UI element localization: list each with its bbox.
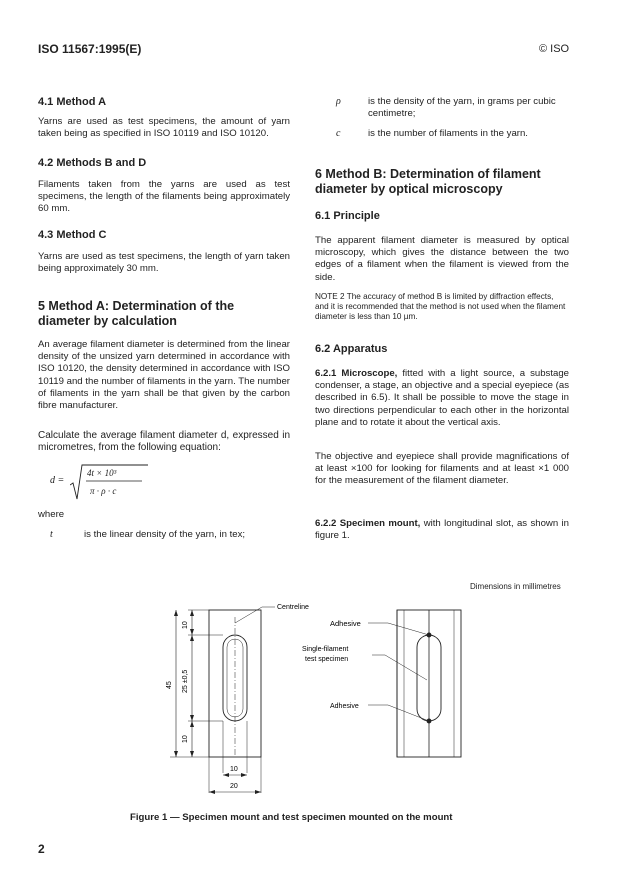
section-6-2-2-title: 6.2.2 Specimen mount, bbox=[315, 518, 421, 529]
figure-1-drawing bbox=[0, 595, 626, 805]
centreline-label: Centreline bbox=[277, 604, 309, 611]
dim-25-label: 25 ±0,5 bbox=[182, 669, 189, 693]
section-6-2-1-paragraph-2: The objective and eyepiece shall provide magnifications of at least ×100 for looking for filaments and at least ×1 000 for the measurement of the filament diameter. bbox=[315, 451, 569, 487]
section-6-2-1-title: 6.2.1 Microscope, bbox=[315, 368, 398, 379]
symbol-t: t bbox=[50, 529, 53, 540]
centreline-leader bbox=[235, 607, 275, 623]
section-6-2-2-body: with longitudinal slot, as shown in figure 1. bbox=[315, 518, 569, 542]
symbol-t-definition: is the linear density of the yarn, in tex; bbox=[84, 529, 246, 540]
section-4-3-text: Yarns are used as test specimens, the length of yarn taken being approximately 30 mm. bbox=[38, 251, 290, 275]
symbol-rho-definition: is the density of the yarn, in grams per cubic centimetre; bbox=[368, 96, 556, 120]
section-6-title: 6 Method B: Determination of filament diameter by optical microscopy bbox=[315, 167, 541, 196]
section-5-paragraph-2: Calculate the average filament diameter d, expressed in micrometres, from the following equation: bbox=[38, 430, 290, 454]
section-4-1-title: 4.1 Method A bbox=[38, 96, 107, 108]
single-filament-label-1: Single-filament bbox=[302, 646, 349, 653]
section-6-2-title: 6.2 Apparatus bbox=[315, 343, 388, 355]
section-4-2-text: Filaments taken from the yarns are used as test specimens, the length of the filaments being approximately 60 mm. bbox=[38, 179, 290, 215]
diameter-equation bbox=[50, 463, 190, 503]
page-number: 2 bbox=[38, 842, 45, 856]
section-5-title: 5 Method A: Determination of the diameter by calculation bbox=[38, 299, 235, 328]
equation-lhs: d = bbox=[50, 475, 65, 486]
dim-20-width-label: 20 bbox=[230, 783, 238, 790]
section-6-2-1-body: fitted with a light source, a substage condenser, a stage, an objective and a special eyepiece (as described in 6.5). It shall be possible to move the stage in two directions perpendicular to each other in the horizontal plane and to rotate it about the vertical axis. bbox=[315, 368, 570, 428]
section-6-2-1-text bbox=[315, 368, 569, 429]
figure-1-caption: Figure 1 — Specimen mount and test specimen mounted on the mount bbox=[130, 812, 453, 823]
where-label: where bbox=[38, 509, 65, 520]
adhesive-bottom-label: Adhesive bbox=[330, 703, 359, 710]
section-4-2-title: 4.2 Methods B and D bbox=[38, 157, 147, 169]
section-6-1-text: The apparent filament diameter is measured by optical microscopy, which gives the distance between the two edges of a filament when the filament is viewed from the side. bbox=[315, 235, 569, 283]
symbol-c: c bbox=[336, 128, 341, 139]
dim-10-bottom-label: 10 bbox=[182, 735, 189, 743]
symbol-rho: ρ bbox=[336, 96, 341, 107]
section-4-1-text: Yarns are used as test specimens, the amount of yarn taken being as specified in ISO 10119 and ISO 10120. bbox=[38, 116, 290, 140]
dim-10-width-label: 10 bbox=[230, 766, 238, 773]
symbol-c-definition: is the number of filaments in the yarn. bbox=[368, 128, 528, 139]
dim-10-top-label: 10 bbox=[182, 621, 189, 629]
dimensions-note: Dimensions in millimetres bbox=[470, 582, 561, 591]
document-id: ISO 11567:1995(E) bbox=[38, 42, 142, 56]
equation-denominator: π · ρ · c bbox=[90, 486, 117, 496]
single-filament-label-2: test specimen bbox=[305, 656, 349, 663]
note-2: NOTE 2 The accuracy of method B is limited by diffraction effects, and it is recommended that the method is not used when the filament diameter is less than 10 µm. bbox=[315, 292, 566, 321]
adhesive-top-label: Adhesive bbox=[330, 619, 361, 628]
section-5-paragraph-1: An average filament diameter is determined from the linear density of the unsized yarn determined in accordance with ISO 10120, the density determined in accordance with ISO 10119 and the number of filaments in the yarn. The number of filaments in the yarn shall be that given by the carbon fibre manufacturer. bbox=[38, 339, 290, 412]
dim-45-label: 45 bbox=[166, 681, 173, 689]
equation-numerator: 4t × 10³ bbox=[87, 468, 117, 478]
section-6-2-2-text bbox=[315, 518, 569, 542]
section-4-3-title: 4.3 Method C bbox=[38, 229, 107, 241]
copyright-mark: © ISO bbox=[539, 43, 570, 55]
section-6-1-title: 6.1 Principle bbox=[315, 210, 380, 222]
